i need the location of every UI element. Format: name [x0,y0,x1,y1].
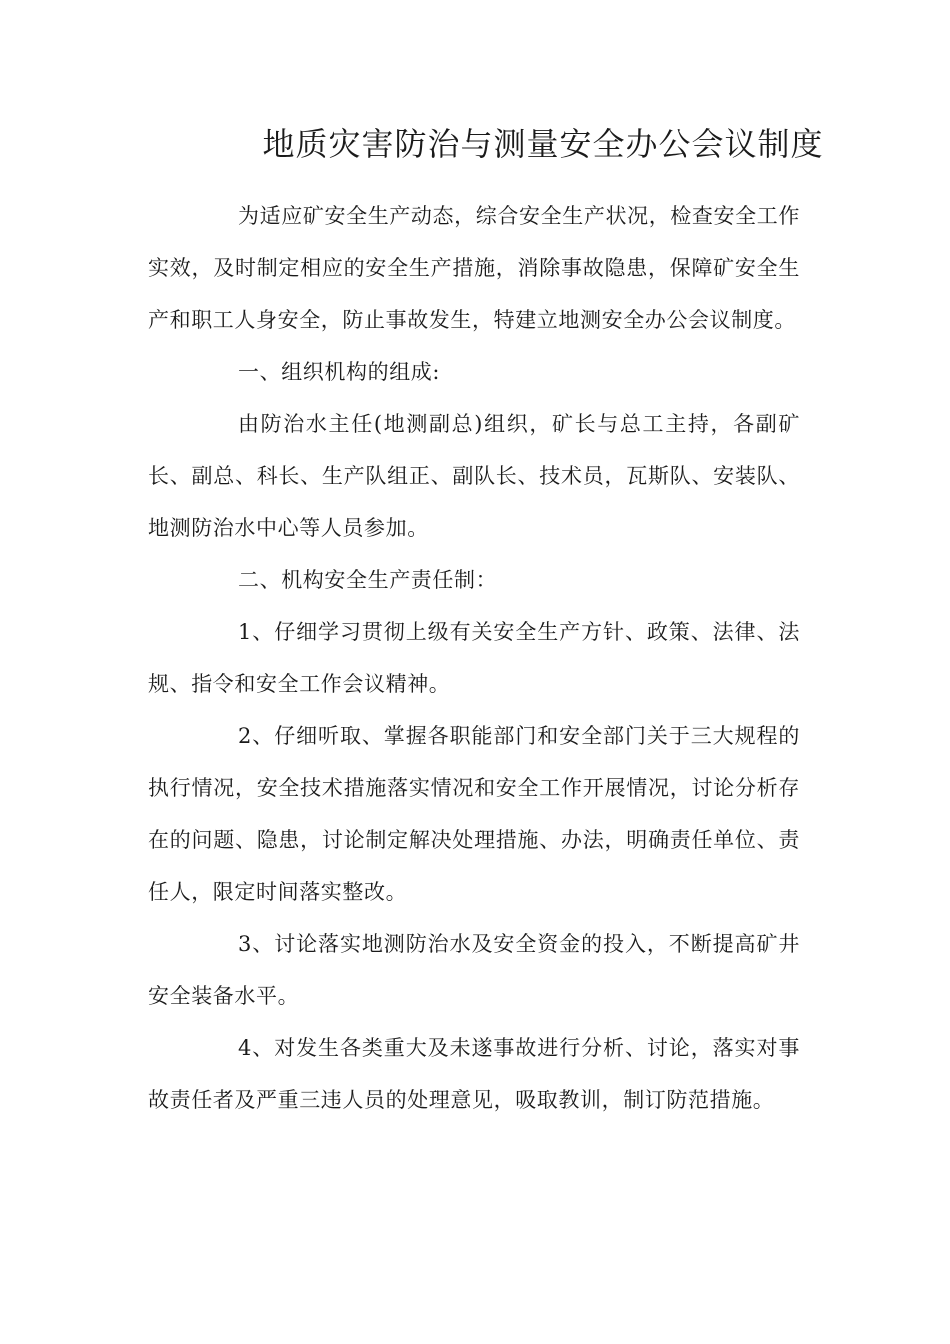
document-body [148,190,800,1126]
organization-paragraph: 由防治水主任(地测副总)组织，矿长与总工主持，各副矿长、副总、科长、生产队组正、副队长、技术员，瓦斯队、安装队、地测防治水中心等人员参加。 [148,412,800,540]
responsibility-item-3: 3、讨论落实地测防治水及安全资金的投入，不断提高矿井安全装备水平。 [148,932,800,1008]
intro-paragraph: 为适应矿安全生产动态，综合安全生产状况，检查安全工作实效，及时制定相应的安全生产措施，消除事故隐患，保障矿安全生产和职工人身安全，防止事故发生，特建立地测安全办公会议制度。 [148,204,800,332]
responsibility-item-2: 2、仔细听取、掌握各职能部门和安全部门关于三大规程的执行情况，安全技术措施落实情况和安全工作开展情况，讨论分析存在的问题、隐患，讨论制定解决处理措施、办法，明确责任单位、责任人，限定时间落实整改。 [148,724,800,904]
responsibility-item-4: 4、对发生各类重大及未遂事故进行分析、讨论，落实对事故责任者及严重三违人员的处理意见，吸取教训，制订防范措施。 [148,1036,800,1112]
section-heading-organization: 一、组织机构的组成: [238,360,441,384]
document-title: 地质灾害防治与测量安全办公会议制度 [262,125,824,163]
responsibility-item-1: 1、仔细学习贯彻上级有关安全生产方针、政策、法律、法规、指令和安全工作会议精神。 [148,620,800,696]
section-heading-responsibility: 二、机构安全生产责任制： [238,568,498,592]
